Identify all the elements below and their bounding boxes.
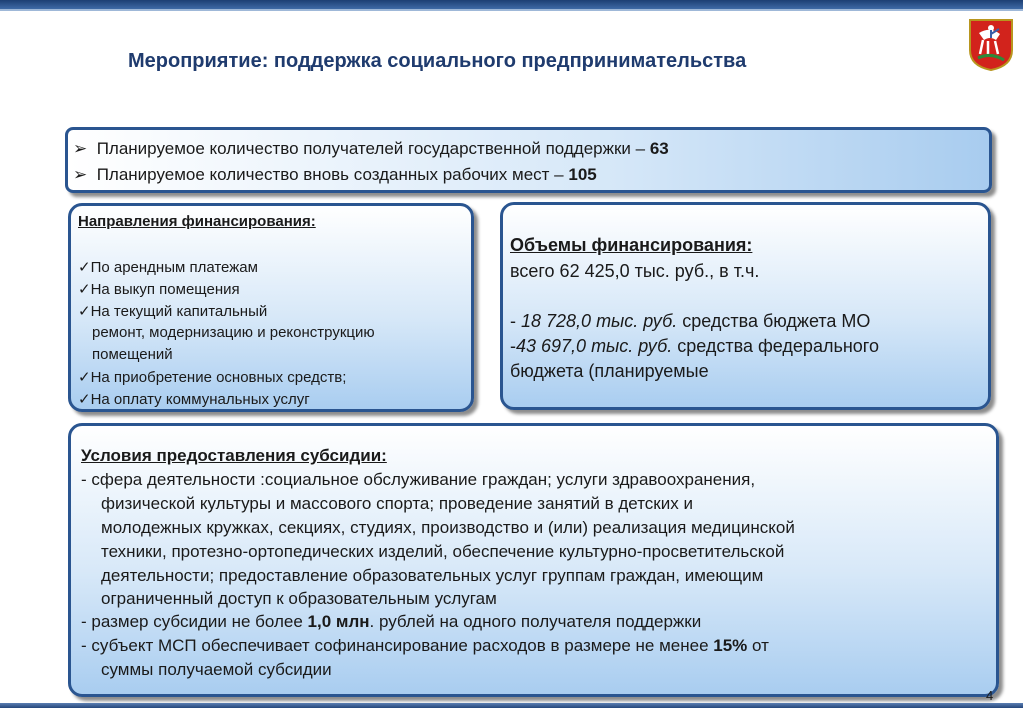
coat-of-arms-icon — [966, 16, 1016, 72]
summary-item-recipients — [73, 139, 669, 159]
directions-heading: Направления финансирования: — [78, 213, 316, 230]
summary-item-jobs — [73, 165, 597, 185]
condition-line: техники, протезно-ортопедических изделий, обеспечение культурно-просветительской — [101, 542, 785, 561]
arrow-bullet-icon: ➢ — [73, 165, 88, 184]
volumes-heading: Объемы финансирования: — [510, 235, 753, 255]
direction-item-continued: ремонт, модернизацию и реконструкцию — [92, 324, 375, 341]
volumes-amount: 43 697,0 тыс. руб. — [516, 336, 673, 356]
summary-panel — [65, 127, 992, 193]
volumes-line-mo — [510, 311, 870, 332]
arrow-bullet-icon: ➢ — [73, 139, 88, 158]
volumes-tail: бюджета (планируемые — [510, 361, 709, 381]
condition-subsidy-size — [81, 612, 701, 632]
direction-item: ✓На текущий капитальный — [78, 303, 268, 320]
financing-directions-panel — [68, 203, 474, 412]
volumes-source: средства федерального — [672, 336, 879, 356]
volumes-prefix: - — [510, 336, 516, 356]
condition-text: - размер субсидии не более — [81, 612, 308, 631]
volumes-total: всего 62 425,0 тыс. руб., в т.ч. — [510, 261, 760, 281]
financing-volumes-panel — [500, 202, 991, 410]
page-title: Мероприятие: поддержка социального предпринимательства — [128, 50, 747, 72]
volumes-line-federal — [510, 336, 879, 357]
condition-line: ограниченный доступ к образовательным услугам — [101, 589, 497, 608]
condition-value: 15% — [713, 636, 748, 655]
condition-line: физической культуры и массового спорта; проведение занятий в детских и — [101, 494, 693, 513]
top-line — [0, 9, 1023, 11]
volumes-prefix: - — [510, 311, 521, 331]
bottom-bar — [0, 703, 1023, 708]
condition-line: молодежных кружках, секциях, студиях, производство и (или) реализация медицинской — [101, 518, 795, 537]
direction-item: ✓На приобретение основных средств; — [78, 369, 347, 386]
volumes-source: средства бюджета МО — [677, 311, 871, 331]
subsidy-conditions-panel — [68, 423, 999, 697]
conditions-heading: Условия предоставления субсидии: — [81, 446, 387, 465]
summary-item-text: Планируемое количество получателей государственной поддержки – — [96, 139, 650, 158]
direction-item: ✓На выкуп помещения — [78, 281, 240, 298]
condition-text: от — [747, 636, 769, 655]
direction-item-continued: помещений — [92, 346, 173, 363]
condition-line: - сфера деятельности :социальное обслуживание граждан; услуги здравоохранения, — [81, 470, 756, 489]
direction-item: ✓На оплату коммунальных услуг — [78, 391, 310, 408]
direction-item: ✓По арендным платежам — [78, 259, 258, 276]
condition-text: - субъект МСП обеспечивает софинансирование расходов в размере не менее — [81, 636, 714, 655]
condition-cofinancing — [81, 636, 769, 656]
summary-item-value: 63 — [649, 139, 669, 158]
volumes-amount: 18 728,0 тыс. руб. — [521, 311, 678, 331]
top-bar — [0, 0, 1023, 9]
condition-text: . рублей на одного получателя поддержки — [369, 612, 702, 631]
condition-line: суммы получаемой субсидии — [101, 660, 332, 679]
condition-line: деятельности; предоставление образовательных услуг группам граждан, имеющим — [101, 566, 764, 585]
page-number: 4 — [986, 688, 994, 703]
summary-item-value: 105 — [568, 165, 597, 184]
summary-item-text: Планируемое количество вновь созданных рабочих мест – — [96, 165, 569, 184]
condition-value: 1,0 млн — [307, 612, 370, 631]
